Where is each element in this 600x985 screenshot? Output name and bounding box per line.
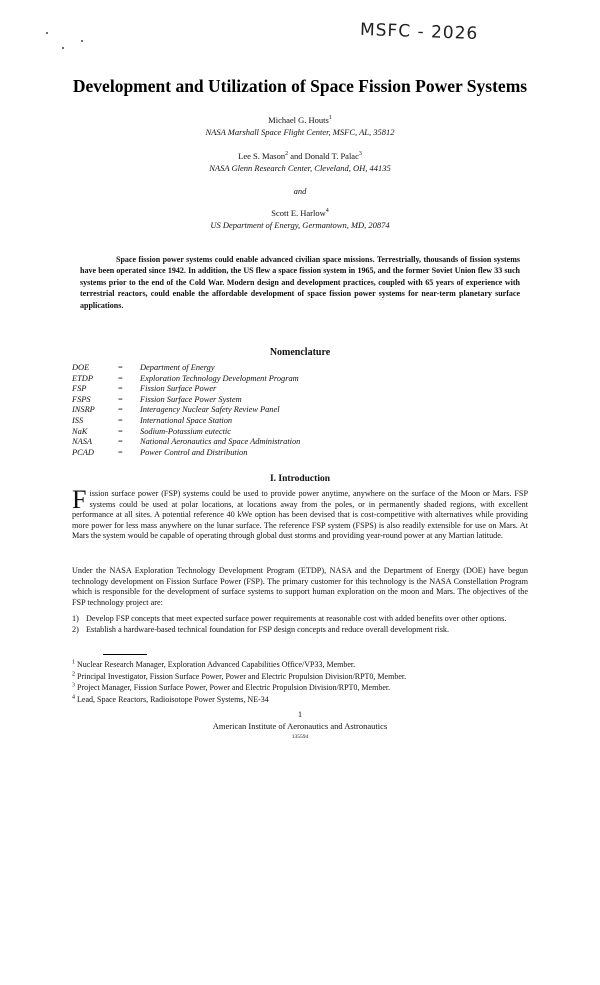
intro-paragraph-2: Under the NASA Exploration Technology Development Program (ETDP), NASA and the Department of Energy (DOE) have begun technology development on Fission Surface Power (FSP). The primary customer for this technology is the NASA Constellation Program which is responsible for the development of surface systems to support human exploration on the moon and Mars. The objectives of the FSP technology project are: [72,566,528,607]
scan-speck [81,40,83,42]
nomenclature-row: INSRP = Interagency Nuclear Safety Review Panel [72,405,280,415]
author-2: Lee S. Mason$^2$ and Donald T. Palac$^3$ [238,151,362,161]
publisher-footer: American Institute of Aeronautics and Astronautics [212,721,388,731]
affiliation-3: US Department of Energy, Germantown, MD, 20874 [210,220,390,230]
nomenclature-row: FSP = Fission Surface Power [72,384,217,394]
intro-paragraph-1: Fission surface power (FSP) systems could be used to provide power anytime, anywhere on the surface of the Moon or Mars. FSP systems could be used at polar locations, at locations away from the poles, or in permanently shaded regions, with excellent performance at all sites. A potential reference 40 kWe option has been devised that is cost-competitive with alternatives while providing more power for less mass anywhere on the lunar surface. The reference FSP system (FSPS) is also readily extensible for use on Mars. At Mars the system would be capable of operating through global dust storms and providing year-round power at any Martian latitude. [72,485,528,541]
nomenclature-heading: Nomenclature [269,347,331,358]
nomenclature-row: ISS = International Space Station [72,415,233,425]
footnote-divider [103,654,147,655]
author-1: Michael G. Houts$^1$ [268,115,332,125]
author-connector: and [293,186,307,196]
footnote: $^4$ Lead, Space Reactors, Radioisotope Power Systems, NE-34 [72,694,269,704]
scan-speck [62,47,64,49]
list-item: 2) Establish a hardware-based technical foundation for FSP design concepts and reduce overall development risk. [72,624,450,634]
objectives-list [72,614,528,635]
nomenclature-list [72,363,300,458]
section-heading: I. Introduction [269,474,330,484]
affiliation-1: NASA Marshall Space Flight Center, MSFC, AL, 35812 [205,127,395,137]
nomenclature-row: FSPS = Fission Surface Power System [72,394,242,404]
nomenclature-row: PCAD = Power Control and Distribution [72,447,248,457]
paper-title: Development and Utilization of Space Fission Power Systems [72,76,528,96]
page-number: 1 [297,709,303,719]
document-code: 135594 [291,734,309,740]
nomenclature-row: DOE = Department of Energy [72,363,215,372]
drop-cap: F [72,485,87,514]
nomenclature-row: NASA = National Aeronautics and Space Administration [72,437,301,447]
abstract: Space fission power systems could enable advanced civilian space missions. Terrestrially, thousands of fission systems have been operated since 1942. In addition, the US flew a space fission system in 1965, and the former Soviet Union flew 33 such systems prior to the end of the Cold War. Modern design and development practices, coupled with 65 years of experience with terrestrial reactors, could enable the affordable development of space fission power systems for near-term planetary surface applications. [80,255,520,310]
scan-speck [46,32,48,34]
footnotes [72,659,528,705]
nomenclature-row: NaK = Sodium-Potassium eutectic [72,426,231,436]
list-item: 1) Develop FSP concepts that meet expected surface power requirements at reasonable cost with added benefits over other options. [72,614,507,623]
footnote: $^1$ Nuclear Research Manager, Exploration Advanced Capabilities Office/VP33, Member. [72,659,356,669]
footnote: $^3$ Project Manager, Fission Surface Power, Power and Electric Propulsion Division/RPT0, Member. [72,682,391,693]
handwritten-note: MSFC - 2026 [359,19,479,45]
author-3: Scott E. Harlow$^4$ [271,208,329,218]
nomenclature-row: ETDP = Exploration Technology Development Program [72,373,299,383]
footnote: $^2$ Principal Investigator, Fission Surface Power, Power and Electric Propulsion Division/RPT0, Member. [72,670,407,681]
affiliation-2: NASA Glenn Research Center, Cleveland, OH, 44135 [209,163,391,173]
